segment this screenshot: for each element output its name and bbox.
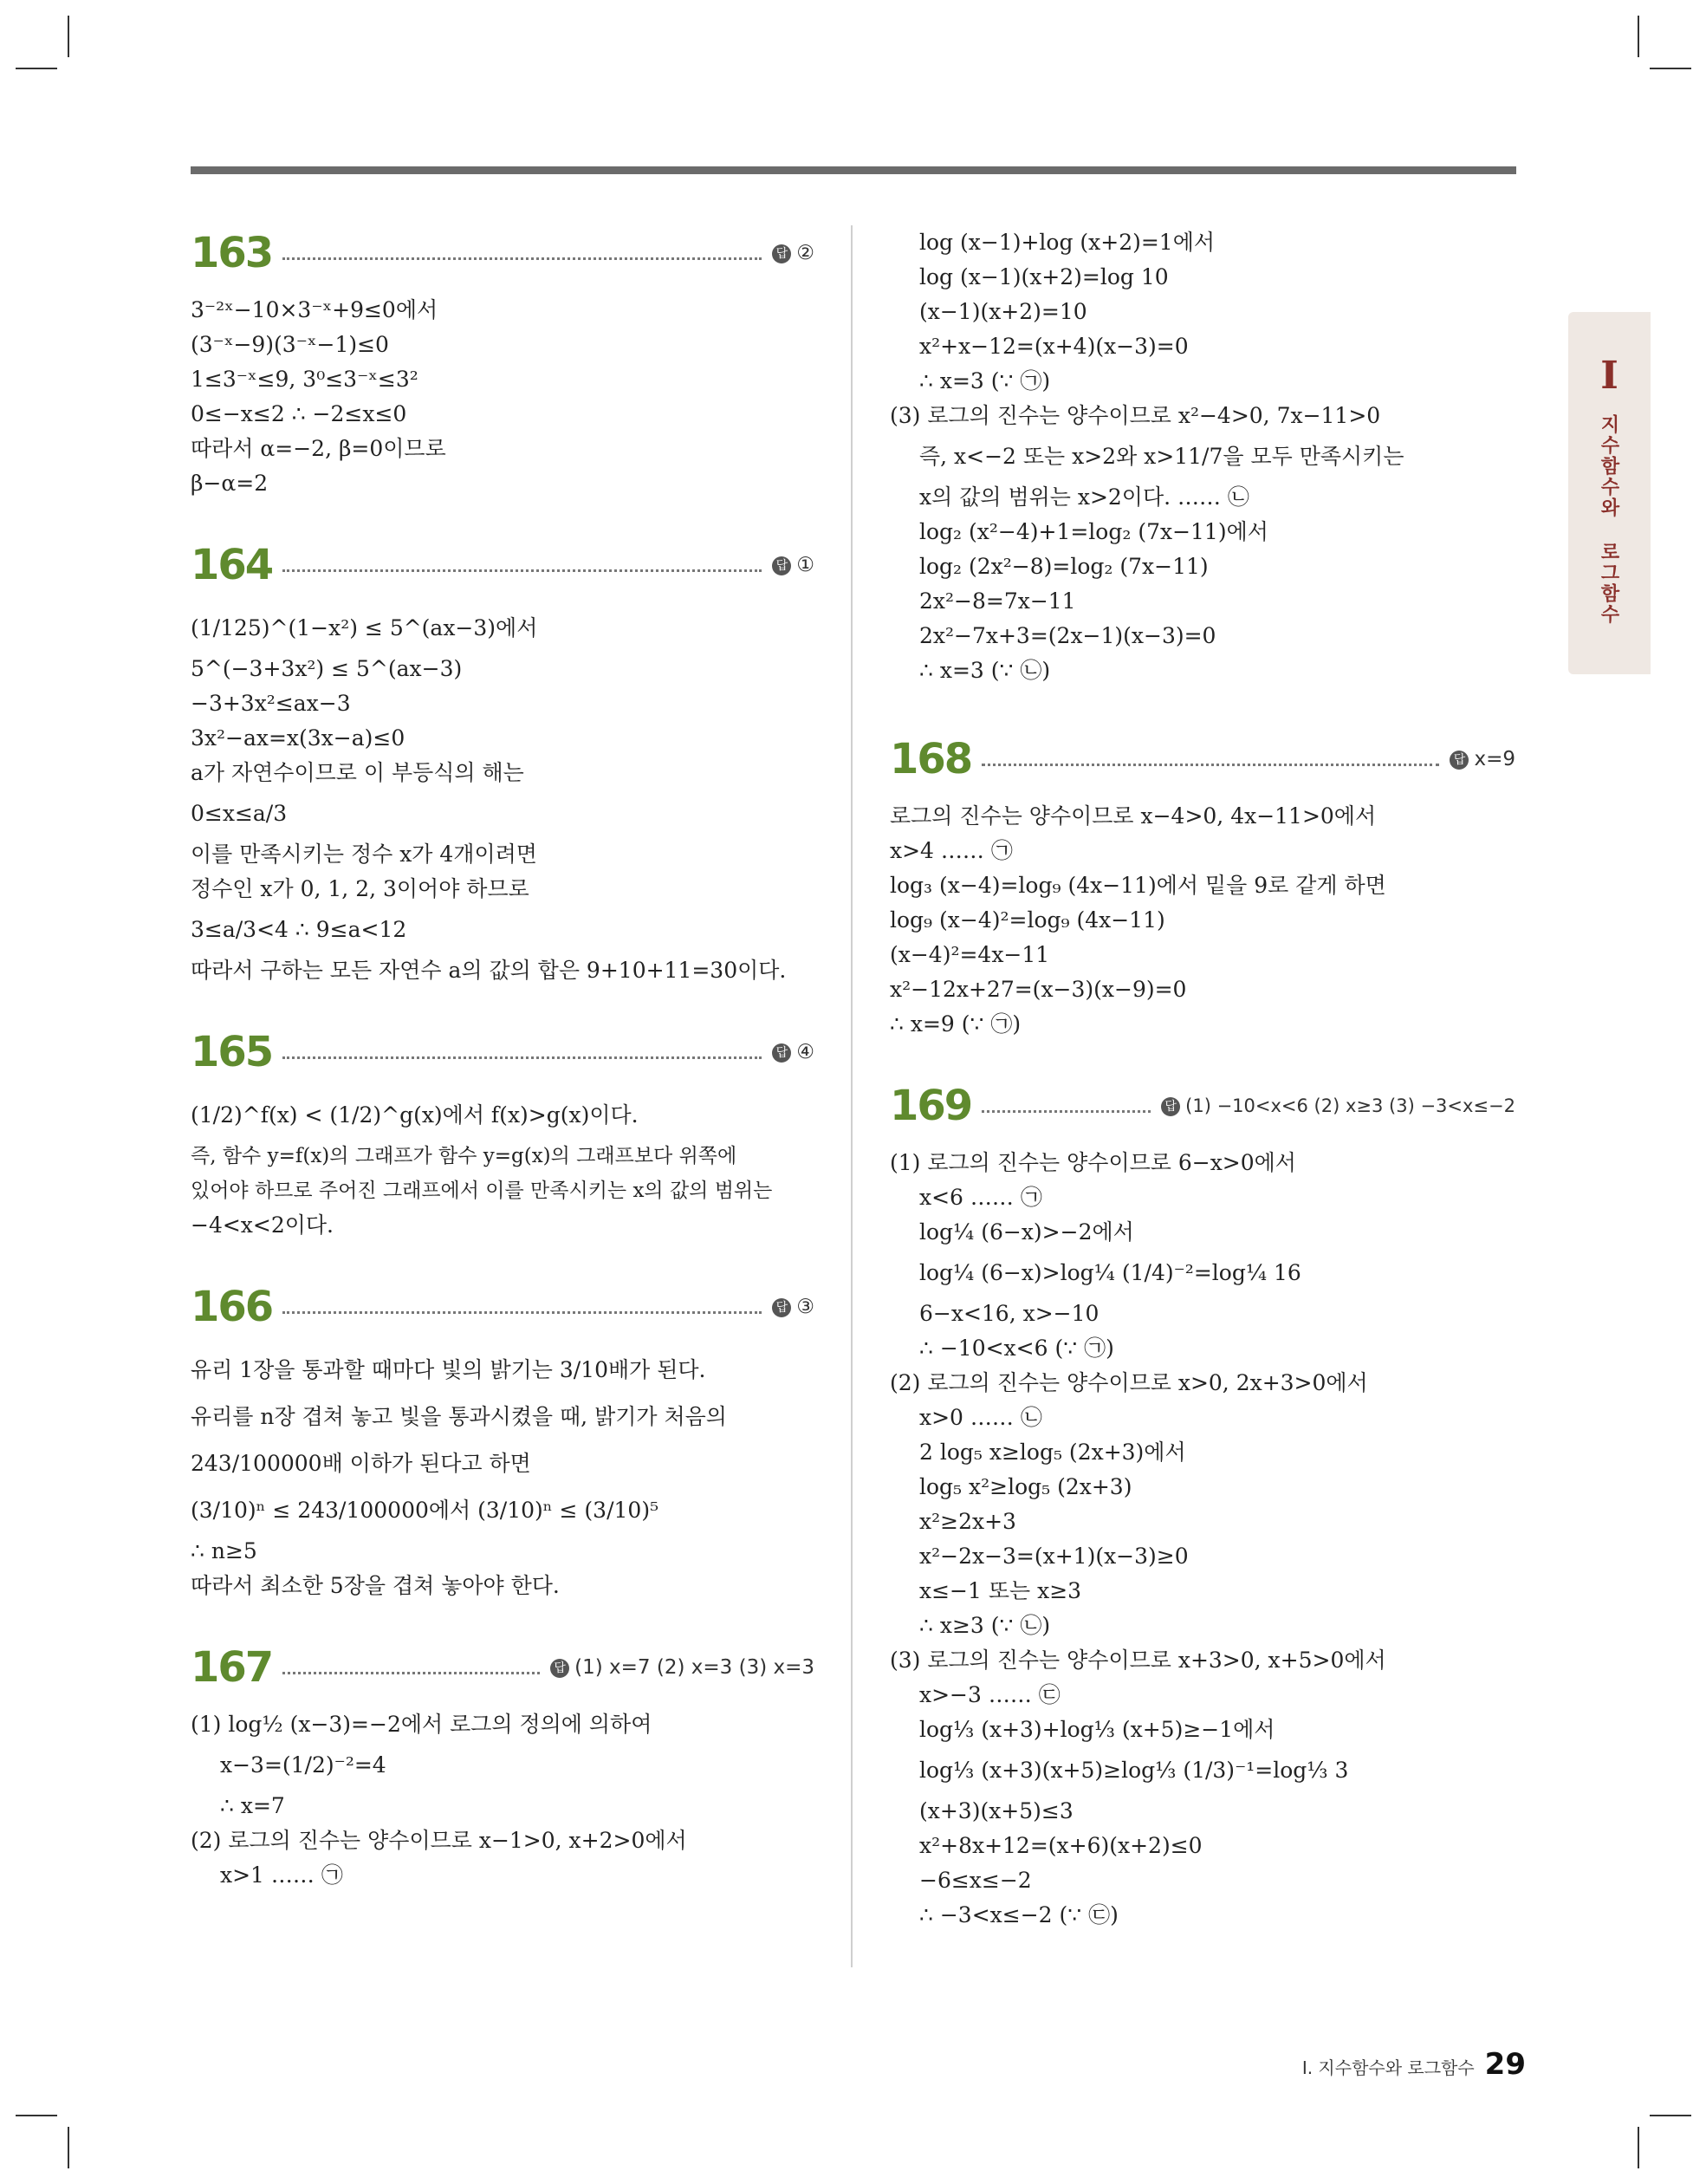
solution-line: 0≤−x≤2 ∴ −2≤x≤0	[191, 401, 407, 426]
solution-line: 유리를 n장 겹쳐 놓고 빛을 통과시켰을 때, 밝기가 처음의	[191, 1404, 727, 1429]
solution-line: x²−2x−3=(x+1)(x−3)≥0	[919, 1544, 1189, 1569]
solution-line: x의 값의 범위는 x>2이다. …… ㉡	[919, 484, 1249, 510]
crop-mark	[1638, 2127, 1639, 2168]
answer	[772, 1041, 814, 1063]
problem-number: 163	[191, 229, 273, 277]
answer-value: ③	[796, 1296, 814, 1318]
solution-line: (3/10)ⁿ ≤ 243/100000에서 (3/10)ⁿ ≤ (3/10)⁵	[191, 1498, 659, 1523]
answer-badge: 답	[1161, 1097, 1180, 1116]
answer	[1450, 748, 1515, 770]
answer-value: (1) −10<x<6 (2) x≥3 (3) −3<x≤−2	[1185, 1095, 1515, 1116]
solution-line: log (x−1)+log (x+2)=1에서	[919, 230, 1216, 255]
solution-line: log₂ (2x²−8)=log₂ (7x−11)	[919, 554, 1209, 579]
solution-line: 로그의 진수는 양수이므로 x−4>0, 4x−11>0에서	[890, 803, 1377, 829]
problem-163	[191, 225, 814, 501]
solution-line: 3⁻²ˣ−10×3⁻ˣ+9≤0에서	[191, 297, 438, 322]
problem-header	[890, 1078, 1515, 1134]
answer	[772, 554, 814, 576]
answer	[772, 242, 814, 264]
solution-line: 3≤a/3<4 ∴ 9≤a<12	[191, 917, 407, 942]
solution-line: (x+3)(x+5)≤3	[919, 1798, 1074, 1823]
solution-line: (x−1)(x+2)=10	[919, 299, 1087, 324]
solution-line: log (x−1)(x+2)=log 10	[919, 264, 1169, 289]
solution-line: 따라서 구하는 모든 자연수 a의 값의 합은 9+10+11=30이다.	[191, 958, 787, 983]
leader-dots	[282, 569, 762, 572]
solution-line: log₃ (x−4)=log₉ (4x−11)에서 밑을 9로 같게 하면	[890, 873, 1386, 898]
solution-line: (3⁻ˣ−9)(3⁻ˣ−1)≤0	[191, 332, 389, 357]
leader-dots	[282, 257, 762, 260]
solution-line: ∴ x=3 (∵ ㉡)	[919, 658, 1051, 683]
solution-line: ∴ x≥3 (∵ ㉡)	[919, 1613, 1051, 1638]
problem-164	[191, 537, 814, 988]
solution-line: ∴ x=7	[220, 1793, 285, 1818]
problem-header	[191, 225, 814, 281]
problem-number: 164	[191, 541, 273, 589]
solution-line: log₅ x²≥log₅ (2x+3)	[919, 1474, 1132, 1499]
solution-line: (1) 로그의 진수는 양수이므로 6−x>0에서	[890, 1150, 1296, 1175]
problem-167	[191, 1640, 814, 1893]
answer	[550, 1656, 814, 1679]
answer	[1161, 1095, 1515, 1116]
solution-line: log⅓ (x+3)(x+5)≥log⅓ (1/3)⁻¹=log⅓ 3	[919, 1758, 1349, 1783]
solution-line: 243/100000배 이하가 된다고 하면	[191, 1451, 531, 1476]
answer-badge: 답	[772, 1043, 791, 1063]
solution-line: (2) 로그의 진수는 양수이므로 x−1>0, x+2>0에서	[191, 1828, 687, 1853]
solution-line: x−3=(1/2)⁻²=4	[220, 1752, 386, 1778]
solution-line: x>4 …… ㉠	[890, 838, 1013, 863]
problem-number: 169	[890, 1082, 972, 1130]
solution-line: 따라서 α=−2, β=0이므로	[191, 436, 446, 461]
problem-header	[191, 1024, 814, 1080]
answer-badge: 답	[772, 1298, 791, 1317]
solution-line: 정수인 x가 0, 1, 2, 3이어야 하므로	[191, 876, 529, 901]
column-divider	[851, 225, 853, 1967]
solution-line: log¼ (6−x)>−2에서	[919, 1219, 1134, 1245]
solution-line: x²−12x+27=(x−3)(x−9)=0	[890, 977, 1187, 1002]
solution-line: (1) log½ (x−3)=−2에서 로그의 정의에 의하여	[191, 1712, 652, 1737]
left-column	[191, 225, 814, 1929]
solution-line: log₉ (x−4)²=log₉ (4x−11)	[890, 907, 1165, 933]
crop-mark	[1650, 2115, 1691, 2116]
answer-value: (1) x=7 (2) x=3 (3) x=3	[574, 1656, 814, 1679]
solution-line: 6−x<16, x>−10	[919, 1301, 1099, 1326]
chapter-tab-roman: I	[1600, 354, 1618, 398]
problem-number: 167	[191, 1643, 273, 1692]
answer	[772, 1296, 814, 1318]
page-footer	[1302, 2047, 1526, 2082]
solution-line: log⅓ (x+3)+log⅓ (x+5)≥−1에서	[919, 1717, 1275, 1742]
solution-line: 1≤3⁻ˣ≤9, 3⁰≤3⁻ˣ≤3²	[191, 367, 418, 392]
answer-badge: 답	[772, 244, 791, 263]
solution-line: 2x²−8=7x−11	[919, 588, 1076, 614]
solution-line: 이를 만족시키는 정수 x가 4개이려면	[191, 842, 537, 867]
solution-line: (3) 로그의 진수는 양수이므로 x²−4>0, 7x−11>0	[890, 403, 1381, 428]
answer-badge: 답	[772, 556, 791, 575]
solution-line: (2) 로그의 진수는 양수이므로 x>0, 2x+3>0에서	[890, 1370, 1368, 1395]
problem-header	[191, 1279, 814, 1335]
solution-line: −3+3x²≤ax−3	[191, 691, 351, 716]
solution-line: 있어야 하므로 주어진 그래프에서 이를 만족시키는 x의 값의 범위는	[191, 1180, 773, 1202]
problem-number: 165	[191, 1028, 273, 1076]
solution-line: 0≤x≤a/3	[191, 801, 288, 826]
problem-167-continued	[890, 225, 1515, 688]
answer-badge: 답	[550, 1659, 569, 1678]
solution-line: 즉, 함수 y=f(x)의 그래프가 함수 y=g(x)의 그래프보다 위쪽에	[191, 1145, 737, 1167]
crop-mark	[68, 16, 69, 57]
solution-line: ∴ −3<x≤−2 (∵ ㉢)	[919, 1902, 1119, 1927]
problem-header	[191, 537, 814, 593]
solution-line: ∴ x=3 (∵ ㉠)	[919, 368, 1051, 393]
solution-line: ∴ −10<x<6 (∵ ㉠)	[919, 1336, 1114, 1361]
solution-line: ∴ x=9 (∵ ㉠)	[890, 1011, 1022, 1037]
solution-line: 따라서 최소한 5장을 겹쳐 놓아야 한다.	[191, 1573, 560, 1598]
solution-line: x²≥2x+3	[919, 1509, 1016, 1534]
crop-mark	[1650, 68, 1691, 69]
solution-line: (x−4)²=4x−11	[890, 942, 1050, 967]
problem-169	[890, 1078, 1515, 1933]
leader-dots	[982, 1110, 1151, 1113]
leader-dots	[282, 1672, 540, 1674]
crop-mark	[16, 2115, 57, 2116]
problem-168	[890, 731, 1515, 1042]
solution-line: x>1 …… ㉠	[220, 1862, 343, 1888]
answer-value: ④	[796, 1041, 814, 1063]
solution-line: (1/2)^f(x) < (1/2)^g(x)에서 f(x)>g(x)이다.	[191, 1102, 639, 1128]
solution-line: x²+x−12=(x+4)(x−3)=0	[919, 334, 1189, 359]
chapter-tab-title: 지수함수와 로그함수	[1598, 414, 1619, 625]
page-number: 29	[1484, 2047, 1526, 2082]
problem-number: 166	[191, 1283, 273, 1331]
solution-line: (1/125)^(1−x²) ≤ 5^(ax−3)에서	[191, 615, 538, 640]
leader-dots	[282, 1056, 762, 1059]
crop-mark	[16, 68, 57, 69]
solution-line: ∴ n≥5	[191, 1538, 257, 1563]
right-column	[890, 225, 1515, 1969]
solution-line: 3x²−ax=x(3x−a)≤0	[191, 725, 405, 751]
solution-line: 5^(−3+3x²) ≤ 5^(ax−3)	[191, 656, 463, 681]
crop-mark	[1638, 16, 1639, 57]
solution-line: x>0 …… ㉡	[919, 1405, 1042, 1430]
solution-line: β−α=2	[191, 471, 269, 496]
crop-mark	[68, 2127, 69, 2168]
solution-line: x²+8x+12=(x+6)(x+2)≤0	[919, 1833, 1203, 1858]
answer-value: ②	[796, 242, 814, 264]
solution-line: x>−3 …… ㉢	[919, 1682, 1061, 1707]
leader-dots	[982, 764, 1439, 766]
answer-badge: 답	[1450, 751, 1469, 770]
solution-line: 2 log₅ x≥log₅ (2x+3)에서	[919, 1440, 1186, 1465]
solution-line: x<6 …… ㉠	[919, 1185, 1042, 1210]
solution-line: 유리 1장을 통과할 때마다 빛의 밝기는 3/10배가 된다.	[191, 1357, 706, 1382]
problem-header	[191, 1640, 814, 1695]
solution-line: log¼ (6−x)>log¼ (1/4)⁻²=log¼ 16	[919, 1260, 1301, 1285]
solution-line: −6≤x≤−2	[919, 1868, 1032, 1893]
solution-line: 2x²−7x+3=(2x−1)(x−3)=0	[919, 623, 1216, 648]
solution-line: −4<x<2이다.	[191, 1212, 334, 1238]
leader-dots	[282, 1311, 762, 1314]
problem-header	[890, 731, 1515, 787]
header-rule	[191, 166, 1516, 174]
problem-166	[191, 1279, 814, 1603]
solution-line: a가 자연수이므로 이 부등식의 해는	[191, 760, 524, 785]
answer-value: x=9	[1474, 748, 1515, 770]
solution-line: x≤−1 또는 x≥3	[919, 1578, 1082, 1603]
problem-number: 168	[890, 735, 972, 783]
answer-value: ①	[796, 554, 814, 576]
solution-line: 즉, x<−2 또는 x>2와 x>11/7을 모두 만족시키는	[919, 444, 1404, 469]
solution-line: log₂ (x²−4)+1=log₂ (7x−11)에서	[919, 519, 1268, 544]
solution-line: (3) 로그의 진수는 양수이므로 x+3>0, x+5>0에서	[890, 1648, 1386, 1673]
problem-165	[191, 1024, 814, 1243]
footer-chapter: Ⅰ. 지수함수와 로그함수	[1301, 2057, 1475, 2078]
